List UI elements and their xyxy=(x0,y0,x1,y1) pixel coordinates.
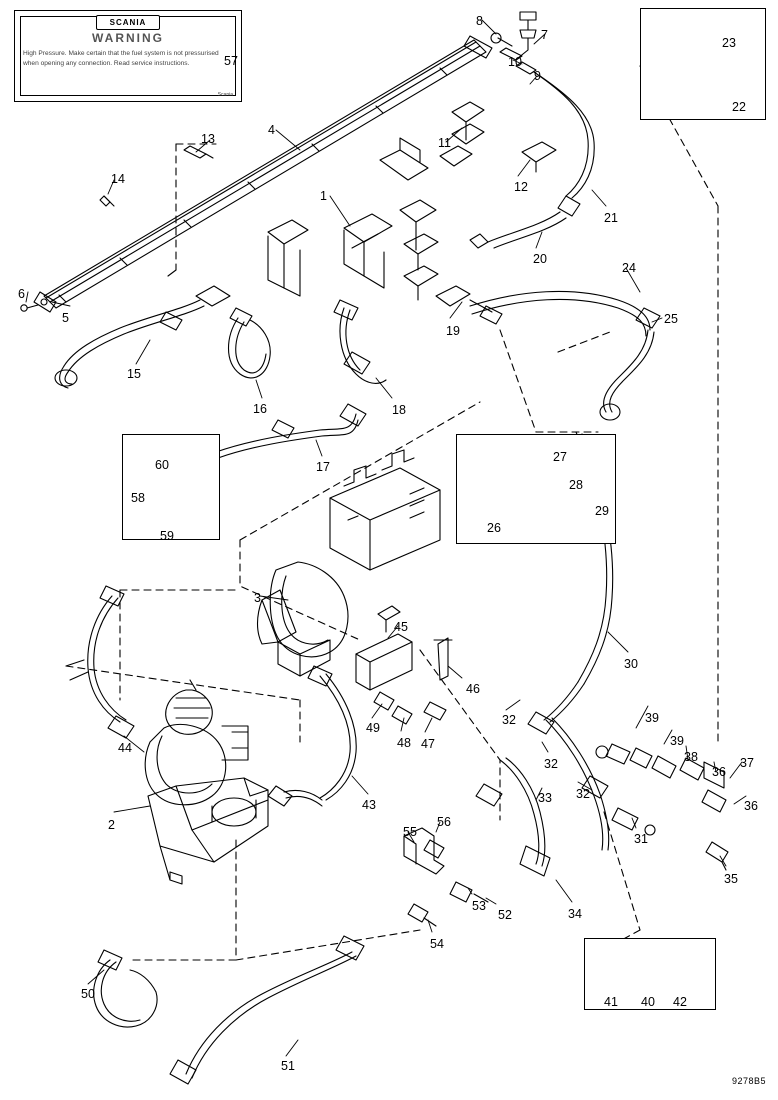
callout-50: 50 xyxy=(81,987,95,1001)
callout-30: 30 xyxy=(624,657,638,671)
callout-55: 55 xyxy=(403,825,417,839)
callout-22: 22 xyxy=(732,100,746,114)
callout-42: 42 xyxy=(673,995,687,1009)
callout-19: 19 xyxy=(446,324,460,338)
callout-32: 32 xyxy=(544,757,558,771)
inset-left-bracket xyxy=(122,434,220,540)
callout-37: 37 xyxy=(740,756,754,770)
callout-39: 39 xyxy=(645,711,659,725)
callout-51: 51 xyxy=(281,1059,295,1073)
callout-47: 47 xyxy=(421,737,435,751)
callout-32: 32 xyxy=(502,713,516,727)
callout-56: 56 xyxy=(437,815,451,829)
callout-18: 18 xyxy=(392,403,406,417)
callout-36: 36 xyxy=(712,765,726,779)
warning-footer: Scania xyxy=(217,92,233,98)
drawing-number: 9278B5 xyxy=(731,1076,766,1086)
callout-12: 12 xyxy=(514,180,528,194)
callout-54: 54 xyxy=(430,937,444,951)
callout-39: 39 xyxy=(670,734,684,748)
callout-5: 5 xyxy=(62,311,69,325)
callout-10: 10 xyxy=(508,55,522,69)
inset-clamp-assembly xyxy=(456,434,616,544)
callout-29: 29 xyxy=(595,504,609,518)
callout-21: 21 xyxy=(604,211,618,225)
callout-6: 6 xyxy=(18,287,25,301)
callout-40: 40 xyxy=(641,995,655,1009)
callout-9: 9 xyxy=(534,69,541,83)
callout-8: 8 xyxy=(476,14,483,28)
callout-23: 23 xyxy=(722,36,736,50)
callout-34: 34 xyxy=(568,907,582,921)
warning-title: WARNING xyxy=(92,31,164,45)
callout-15: 15 xyxy=(127,367,141,381)
callout-49: 49 xyxy=(366,721,380,735)
callout-48: 48 xyxy=(397,736,411,750)
callout-11: 11 xyxy=(438,136,451,150)
callout-53: 53 xyxy=(472,899,486,913)
callout-59: 59 xyxy=(160,529,174,543)
callout-35: 35 xyxy=(724,872,738,886)
callout-57: 57 xyxy=(224,54,238,68)
callout-14: 14 xyxy=(111,172,125,186)
callout-26: 26 xyxy=(487,521,501,535)
inset-upper-right xyxy=(640,8,766,120)
callout-16: 16 xyxy=(253,402,267,416)
callout-31: 31 xyxy=(634,832,648,846)
callout-13: 13 xyxy=(201,132,215,146)
callout-52: 52 xyxy=(498,908,512,922)
callout-36: 36 xyxy=(744,799,758,813)
warning-text: High Pressure. Make certain that the fuel system is not pressurised when opening any connection. Read service instructions. xyxy=(23,50,219,67)
callout-38: 38 xyxy=(684,750,698,764)
callout-24: 24 xyxy=(622,261,636,275)
callout-46: 46 xyxy=(466,682,480,696)
callout-28: 28 xyxy=(569,478,583,492)
callout-25: 25 xyxy=(664,312,678,326)
callout-58: 58 xyxy=(131,491,145,505)
callout-20: 20 xyxy=(533,252,547,266)
callout-32: 32 xyxy=(576,787,590,801)
callout-17: 17 xyxy=(316,460,330,474)
callout-2: 2 xyxy=(108,818,115,832)
brand-logo: SCANIA xyxy=(96,15,160,30)
callout-27: 27 xyxy=(553,450,567,464)
callout-44: 44 xyxy=(118,741,132,755)
callout-45: 45 xyxy=(394,620,408,634)
callout-41: 41 xyxy=(604,995,618,1009)
callout-1: 1 xyxy=(320,189,327,203)
callout-4: 4 xyxy=(268,123,275,137)
callout-43: 43 xyxy=(362,798,376,812)
callout-33: 33 xyxy=(538,791,552,805)
callout-7: 7 xyxy=(541,28,548,42)
warning-label xyxy=(14,10,242,102)
callout-60: 60 xyxy=(155,458,169,472)
callout-3: 3 xyxy=(254,591,261,605)
